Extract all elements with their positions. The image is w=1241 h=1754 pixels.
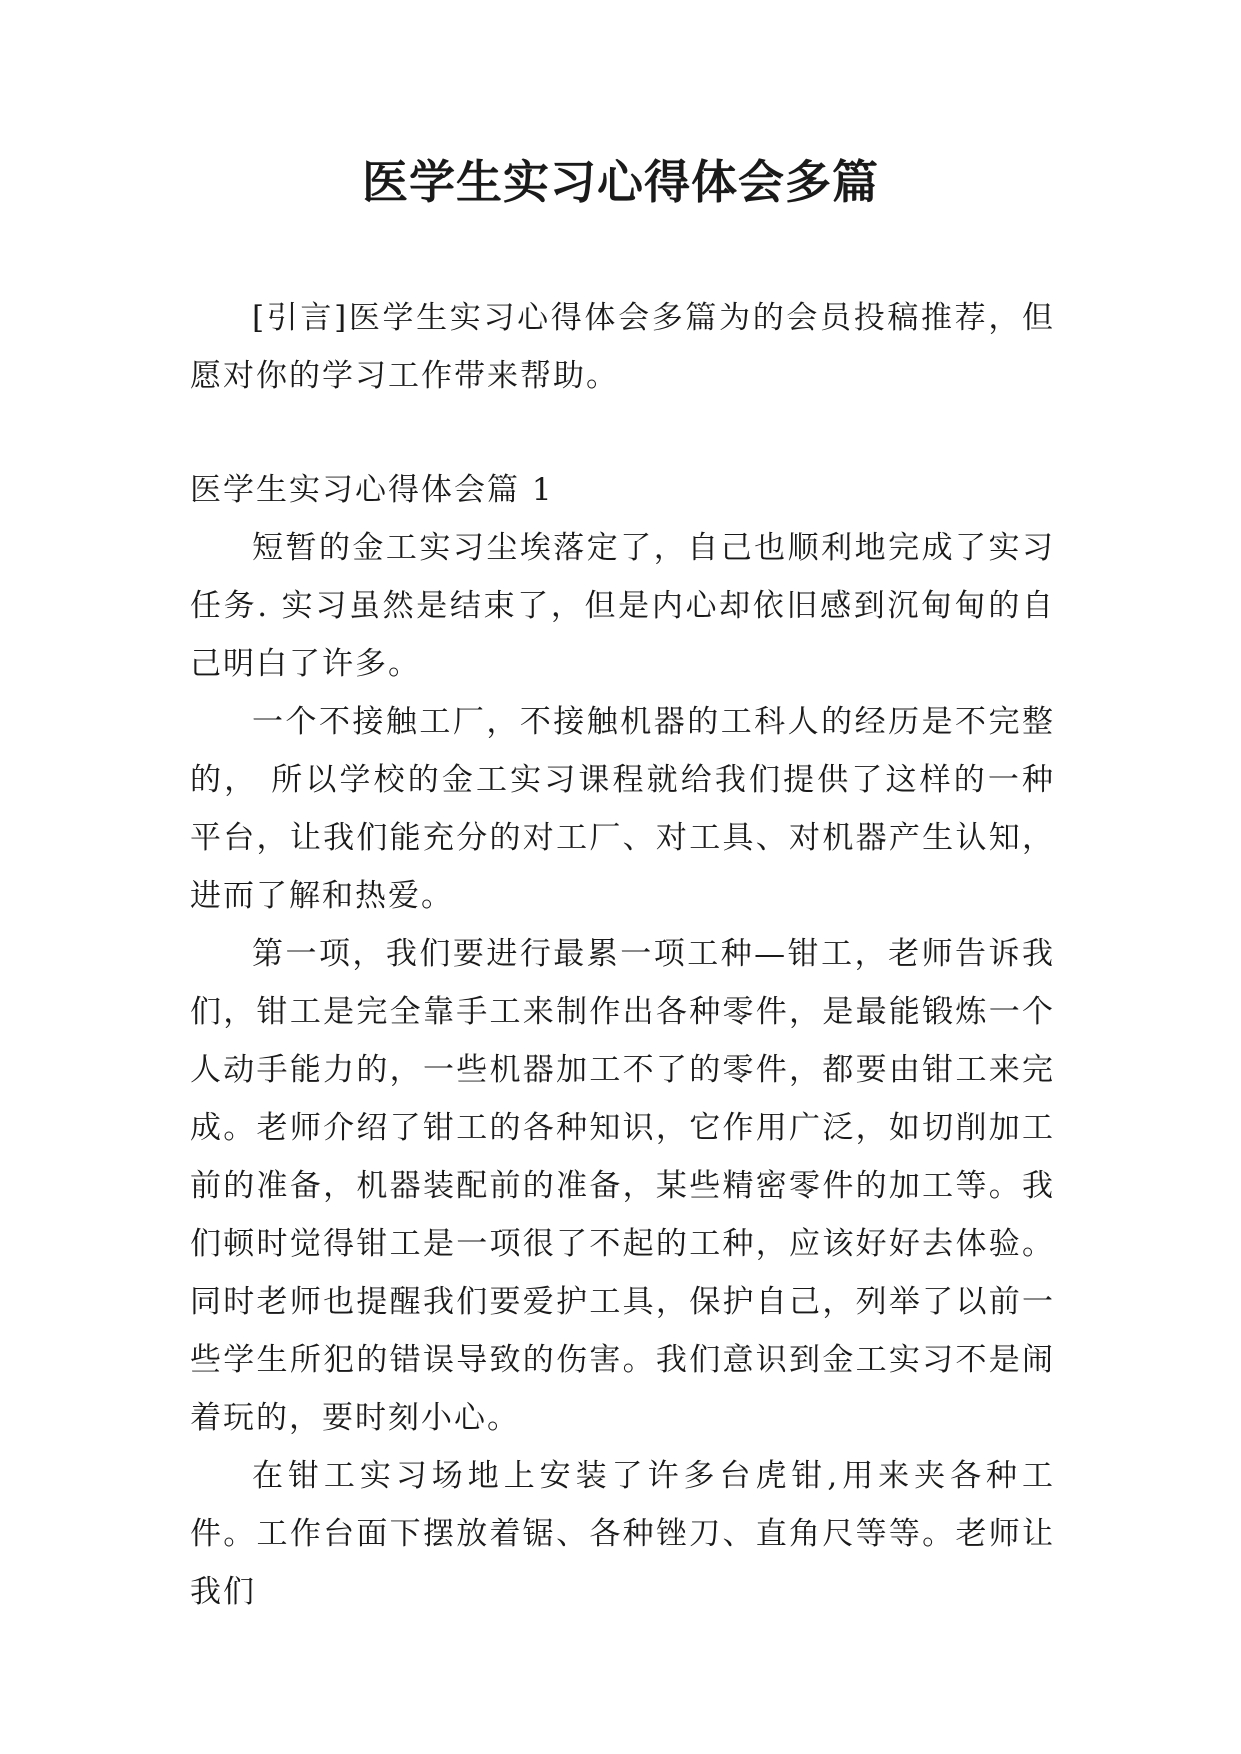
paragraph: 第一项，我们要进行最累一项工种—钳工，老师告诉我们，钳工是完全靠手工来制作出各种零件，是最能锻炼一个人动手能力的，一些机器加工不了的零件，都要由钳工来完成。老师介绍了钳工的各种知识，它作用广泛，如切削加工前的准备，机器装配前的准备，某些精密零件的加工等。我们顿时觉得钳工是一项很了不起的工种，应该好好去体验。同时老师也提醒我们要爱护工具，保护自己，列举了以前一些学生所犯的错误导致的伤害。我们意识到金工实习不是闹着玩的，要时刻小心。 <box>190 936 1055 1436</box>
intro-block <box>190 289 1055 405</box>
section-heading: 医学生实习心得体会篇 1 <box>190 472 554 508</box>
paragraph: 一个不接触工厂，不接触机器的工科人的经历是不完整的， 所以学校的金工实习课程就给我们提供了这样的一种平台，让我们能充分的对工厂、对工具、对机器产生认知，进而了解和热爱。 <box>190 704 1055 914</box>
intro-paragraph: [引言]医学生实习心得体会多篇为的会员投稿推荐，但愿对你的学习工作带来帮助。 <box>190 300 1055 394</box>
paragraph: 短暂的金工实习尘埃落定了，自己也顺利地完成了实习任务. 实习虽然是结束了，但是内心却依旧感到沉甸甸的自己明白了许多。 <box>190 530 1055 682</box>
section-1 <box>190 461 1055 1621</box>
document-title: 医学生实习心得体会多篇 <box>362 155 879 209</box>
paragraph: 在钳工实习场地上安装了许多台虎钳,用来夹各种工件。工作台面下摆放着锯、各种锉刀、直角尺等等。老师让我们 <box>190 1458 1055 1610</box>
